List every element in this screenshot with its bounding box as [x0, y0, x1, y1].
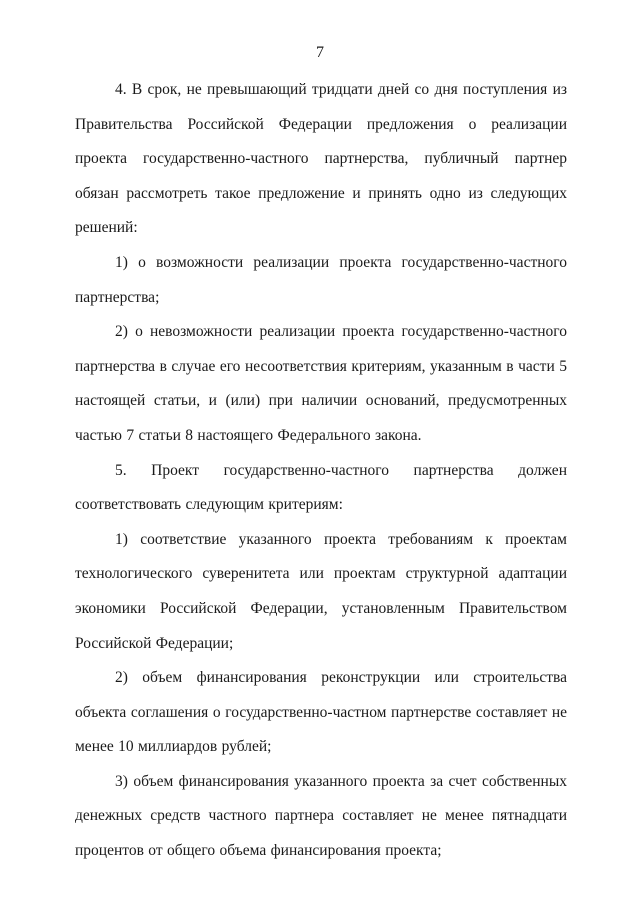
- document-body: [75, 73, 567, 869]
- paragraph-5-item-1: 1) соответствие указанного проекта требованиям к проектам технологического суверенитета или проектам структурной адаптации экономики Российской Федерации, установленным Правительством Российской Федерации;: [75, 530, 567, 652]
- page-number: 7: [316, 44, 324, 61]
- paragraph-5-item-2: 2) объем финансирования реконструкции или строительства объекта соглашения о государственно-частном партнерстве составляет не менее 10 миллиардов рублей;: [75, 669, 567, 756]
- paragraph-4-item-2: 2) о невозможности реализации проекта государственно-частного партнерства в случае его несоответствия критериям, указанным в части 5 настоящей статьи, и (или) при наличии оснований, предусмотренных частью 7 статьи 8 настоящего Федерального закона.: [75, 323, 567, 444]
- paragraph-5-item-3: 3) объем финансирования указанного проекта за счет собственных денежных средств частного партнера составляет не менее пятнадцати процентов от общего объема финансирования проекта;: [75, 772, 567, 860]
- paragraph-5-criteria: 5. Проект государственно-частного партнерства должен соответствовать следующим критериям:: [75, 461, 567, 514]
- paragraph-4-deadline: 4. В срок, не превышающий тридцати дней со дня поступления из Правительства Российской Федерации предложения о реализации проекта государственно-частного партнерства, публичный партнер обязан рассмотреть такое предложение и принять одно из следующих решений:: [75, 81, 567, 237]
- paragraph-4-item-1: 1) о возможности реализации проекта государственно-частного партнерства;: [75, 253, 567, 306]
